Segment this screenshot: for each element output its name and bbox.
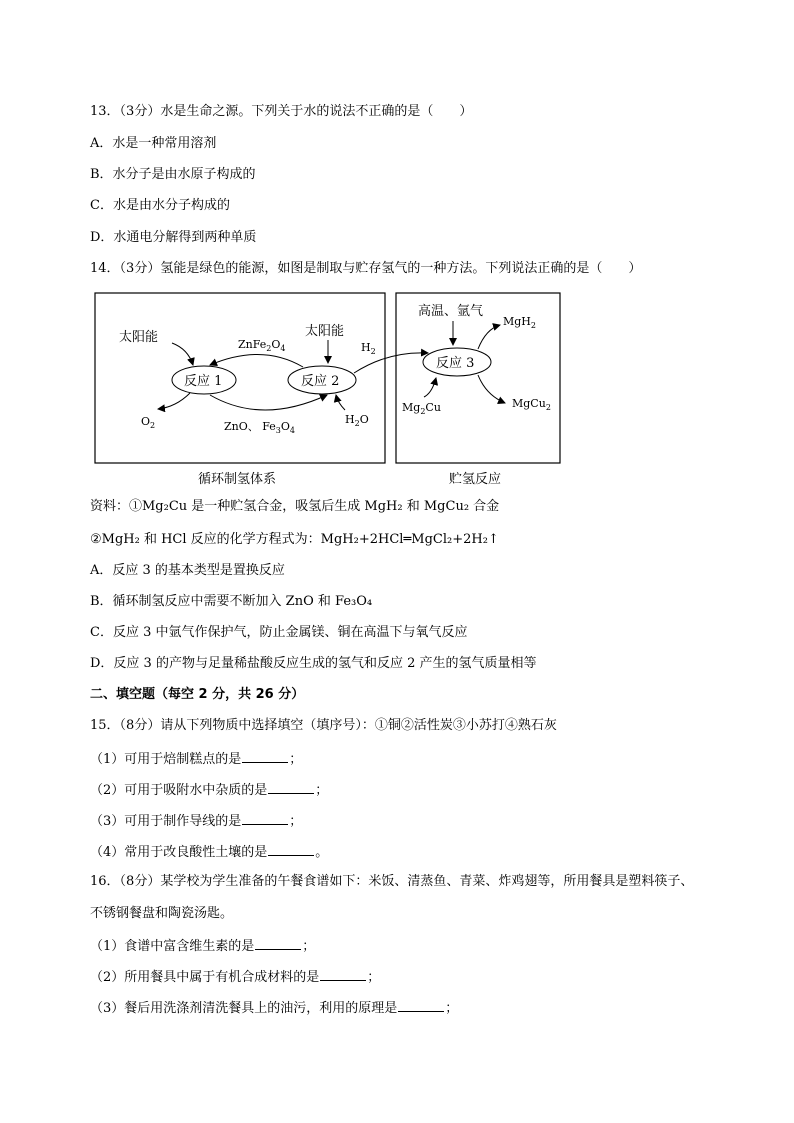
mgcu2-label: MgCu$_2$	[512, 397, 551, 412]
mg2cu-arrow	[424, 378, 436, 397]
question-16-item-1: （1）食谱中富含维生素的是 ；	[90, 939, 316, 954]
mgh2-label: MgH$_2$	[503, 315, 536, 330]
cycle-system-box	[95, 293, 385, 463]
solar-arrow-1	[172, 343, 193, 365]
reaction-3-label: 反应 3	[436, 356, 475, 371]
question-15-item-4: （4）常用于改良酸性土壤的是 。	[90, 845, 329, 860]
question-15-item-2: （2）可用于吸附水中杂质的是 ；	[90, 783, 329, 798]
high-temp-argon-label: 高温、氩气	[418, 304, 484, 319]
question-15-stem: 15．（8分）请从下列物质中选择填空（填序号）：①铜②活性炭③小苏打④熟石灰	[90, 718, 557, 733]
solar-energy-label-1: 太阳能	[119, 330, 159, 345]
question-14-option-c: C．反应 3 中氩气作保护气，防止金属镁、铜在高温下与氧气反应	[90, 625, 468, 640]
reaction-2-label: 反应 2	[301, 374, 340, 389]
hydrogen-label: $H_2$	[361, 341, 376, 356]
question-13-option-a: A．水是一种常用溶剂	[90, 136, 217, 151]
reaction-1-label: 反应 1	[184, 374, 223, 389]
question-14-info-2: ②MgH₂ 和 HCl 反应的化学方程式为：MgH₂+2HCl═MgCl₂+2H₂↑	[90, 532, 499, 547]
question-16-item-3: （3）餐后用洗涤剂清洗餐具上的油污，利用的原理是 ；	[90, 1001, 459, 1016]
znfe2o4-label: $ZnFe_2O_4$	[238, 338, 286, 353]
answer-blank[interactable]	[255, 937, 301, 950]
question-16-item-2: （2）所用餐具中属于有机合成材料的是 ；	[90, 970, 381, 985]
water-label: $H_2O$	[345, 413, 369, 428]
question-14-option-a: A．反应 3 的基本类型是置换反应	[90, 563, 285, 578]
oxygen-arrow	[158, 393, 190, 409]
hydrogen-transfer-arrow	[354, 353, 428, 373]
oxygen-label: $O_2$	[141, 415, 156, 430]
hydrogen-production-diagram	[0, 285, 794, 495]
question-14-info-1: 资料：①Mg₂Cu 是一种贮氢合金，吸氢后生成 MgH₂ 和 MgCu₂ 合金	[90, 499, 500, 514]
question-14-option-b: B．循环制氢反应中需要不断加入 ZnO 和 Fe₃O₄	[90, 594, 373, 609]
answer-blank[interactable]	[320, 968, 366, 981]
answer-blank[interactable]	[268, 843, 314, 856]
question-13-stem: 13．（3分）水是生命之源。下列关于水的说法不正确的是（ ）	[90, 104, 473, 119]
answer-blank[interactable]	[242, 812, 288, 825]
answer-blank[interactable]	[268, 781, 314, 794]
question-15-item-1: （1）可用于焙制糕点的是 ；	[90, 752, 303, 767]
answer-blank[interactable]	[398, 999, 444, 1012]
question-14-option-d: D．反应 3 的产物与足量稀盐酸反应生成的氢气和反应 2 产生的氢气质量相等	[90, 656, 537, 671]
mg2cu-label: $Mg_2Cu$	[402, 401, 441, 416]
zno-fe3o4-label: ZnO、 $Fe_3O_4$	[224, 420, 296, 435]
mgh2-arrow	[478, 325, 500, 349]
mgcu2-arrow	[478, 375, 505, 403]
question-13-option-c: C．水是由水分子构成的	[90, 198, 230, 213]
question-15-item-3: （3）可用于制作导线的是 ；	[90, 814, 303, 829]
solar-energy-label-2: 太阳能	[305, 324, 345, 339]
question-13-option-b: B．水分子是由水原子构成的	[90, 167, 256, 182]
question-16-stem-2: 不锈钢餐盘和陶瓷汤匙。	[90, 906, 234, 921]
lower-cycle-arrow	[210, 395, 327, 410]
storage-reaction-caption: 贮氢反应	[449, 472, 502, 487]
question-13-option-d: D．水通电分解得到两种单质	[90, 230, 257, 245]
upper-cycle-arrow	[210, 354, 303, 367]
cycle-system-caption: 循环制氢体系	[198, 472, 277, 487]
question-14-stem: 14．（3分）氢能是绿色的能源，如图是制取与贮存氢气的一种方法。下列说法正确的是（ ）	[90, 261, 642, 276]
section-2-heading: 二、填空题（每空 2 分，共 26 分）	[90, 687, 305, 702]
water-arrow	[336, 395, 345, 410]
question-16-stem-1: 16．（8分）某学校为学生准备的午餐食谱如下：米饭、清蒸鱼、青菜、炸鸡翅等，所用餐具是塑料筷子、	[90, 874, 694, 889]
answer-blank[interactable]	[242, 750, 288, 763]
